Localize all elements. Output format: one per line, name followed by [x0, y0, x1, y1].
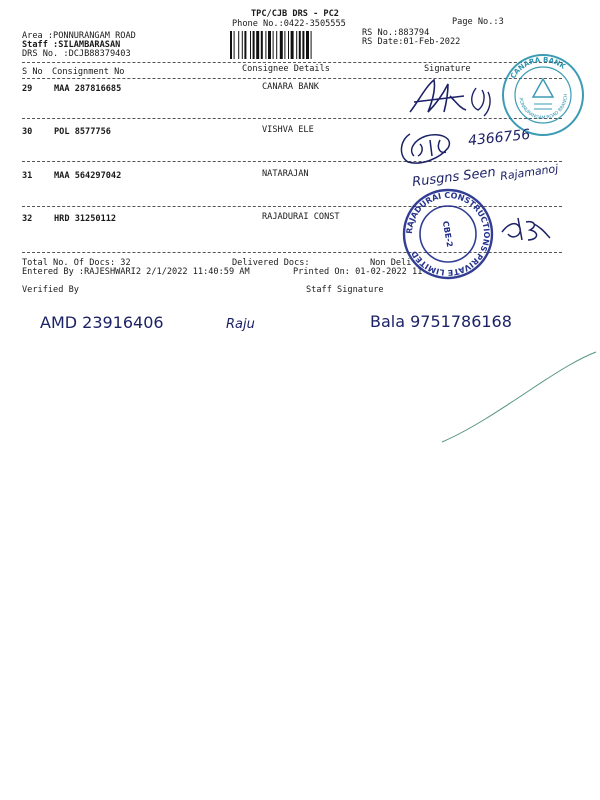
column-consignment: Consignment No — [52, 67, 125, 77]
handwritten-amd-number: AMD 23916406 — [40, 313, 164, 332]
page-number: Page No.:3 — [452, 17, 504, 27]
header-rule-top — [22, 62, 562, 63]
verified-by-label: Verified By — [22, 285, 79, 295]
column-sno: S No — [22, 67, 43, 77]
rs-number: RS No.:883794 — [362, 28, 430, 38]
row-29-signature — [404, 72, 504, 122]
staff-signature-label: Staff Signature — [306, 285, 384, 295]
non-delivered-docs: Non Deli — [370, 258, 412, 268]
row-30-rule — [22, 161, 562, 162]
row-30-sno: 30 — [22, 127, 33, 137]
row-32-signature — [498, 210, 554, 246]
phone-number: Phone No.:0422-3505555 — [232, 19, 346, 29]
canara-stamp-inner-text: PONNURANGAM ROAD BRANCH — [517, 93, 570, 122]
canara-bank-stamp — [500, 52, 586, 138]
row-31-consignee: NATARAJAN — [262, 169, 309, 179]
handwritten-raju: Raju — [226, 317, 255, 332]
row-31-sno: 31 — [22, 171, 33, 181]
area-label: Area :PONNURANGAM ROAD — [22, 31, 136, 41]
row-29-consignee: CANARA BANK — [262, 82, 319, 92]
rs-date: RS Date:01-Feb-2022 — [362, 37, 461, 47]
row-29-consignment: MAA 287816685 — [54, 84, 122, 94]
rajadurai-company-stamp — [400, 186, 496, 282]
total-docs: Total No. Of Docs: 32 — [22, 258, 131, 268]
canara-stamp-outer-text: CANARA BANK — [508, 55, 567, 81]
drs-number: DRS No. :DCJB88379403 — [22, 49, 131, 59]
row-32-consignment: HRD 31250112 — [54, 214, 117, 224]
handwritten-bala-phone: Bala 9751786168 — [370, 312, 512, 331]
row-30-consignment: POL 8577756 — [54, 127, 111, 137]
row-31-consignment: MAA 564297042 — [54, 171, 122, 181]
delivered-docs: Delivered Docs: — [232, 258, 310, 268]
barcode — [230, 31, 356, 59]
row-31-handwritten-note-2: Rajamanoj — [499, 161, 560, 184]
printed-on: Printed On: 01-02-2022 11 — [293, 267, 423, 277]
staff-label: Staff :SILAMBARASAN — [22, 40, 121, 50]
entered-by: Entered By :RAJESHWARI2 2/1/2022 11:40:59 AM — [22, 267, 250, 277]
row-30-consignee: VISHVA ELE — [262, 125, 314, 135]
row-29-sno: 29 — [22, 84, 33, 94]
row-30-signature — [396, 126, 466, 168]
row-32-sno: 32 — [22, 214, 33, 224]
column-signature: Signature — [424, 64, 471, 74]
row-31-handwritten-note: Rusgns Seen — [411, 164, 497, 191]
row-30-handwritten-number: 4366756 — [467, 126, 532, 150]
column-consignee: Consignee Details — [242, 64, 330, 74]
pen-stroke — [440, 330, 600, 450]
rajadurai-stamp-outer-text: RAJADURAI CONSTRUCTIONS PRIVATE LIMITED — [404, 190, 492, 278]
rajadurai-stamp-inner-text: CBE-2 — [440, 220, 455, 248]
document-title: TPC/CJB DRS - PC2 — [251, 9, 339, 19]
row-32-consignee: RAJADURAI CONST — [262, 212, 340, 222]
